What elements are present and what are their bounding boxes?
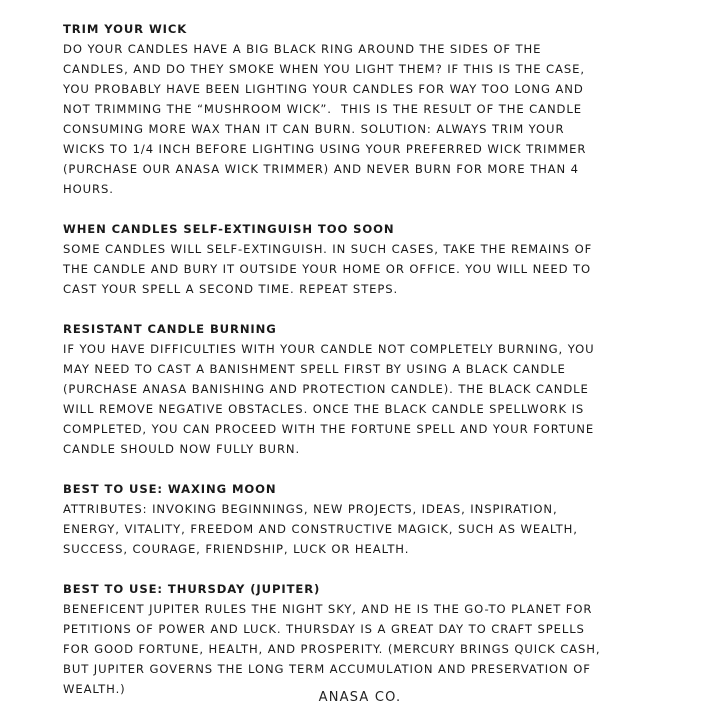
section-text-line: BUT JUPITER GOVERNS THE LONG TERM ACCUMULATION AND PRESERVATION OF: [63, 662, 591, 676]
section-resistant-burning: [63, 319, 663, 459]
section-text-line: SUCCESS, COURAGE, FRIENDSHIP, LUCK OR HEALTH.: [63, 542, 410, 556]
section-heading: WHEN CANDLES SELF-EXTINGUISH TOO SOON: [63, 222, 395, 236]
section-text-line: CANDLE SHOULD NOW FULLY BURN.: [63, 442, 301, 456]
section-text-line: SOME CANDLES WILL SELF-EXTINGUISH. IN SUCH CASES, TAKE THE REMAINS OF: [63, 242, 593, 256]
section-text-line: WEALTH.): [63, 682, 126, 696]
instructions-document: [63, 19, 663, 719]
section-text-line: ENERGY, VITALITY, FREEDOM AND CONSTRUCTIVE MAGICK, SUCH AS WEALTH,: [63, 522, 578, 536]
section-text-line: CANDLES, AND DO THEY SMOKE WHEN YOU LIGHT THEM? IF THIS IS THE CASE,: [63, 62, 585, 76]
section-text-line: PETITIONS OF POWER AND LUCK. THURSDAY IS A GREAT DAY TO CRAFT SPELLS: [63, 622, 585, 636]
section-text-line: IF YOU HAVE DIFFICULTIES WITH YOUR CANDLE NOT COMPLETELY BURNING, YOU: [63, 342, 595, 356]
section-trim-your-wick: [63, 19, 663, 199]
section-heading: BEST TO USE: WAXING MOON: [63, 482, 277, 496]
section-text-line: MAY NEED TO CAST A BANISHMENT SPELL FIRST BY USING A BLACK CANDLE: [63, 362, 566, 376]
section-text-line: CONSUMING MORE WAX THAN IT CAN BURN. SOLUTION: ALWAYS TRIM YOUR: [63, 122, 565, 136]
section-text-line: THE CANDLE AND BURY IT OUTSIDE YOUR HOME OR OFFICE. YOU WILL NEED TO: [63, 262, 592, 276]
section-text-line: HOURS.: [63, 182, 114, 196]
section-text-line: CAST YOUR SPELL A SECOND TIME. REPEAT STEPS.: [63, 282, 399, 296]
section-text-line: WICKS TO 1/4 INCH BEFORE LIGHTING USING YOUR PREFERRED WICK TRIMMER: [63, 142, 587, 156]
section-heading: TRIM YOUR WICK: [63, 22, 188, 36]
section-heading: BEST TO USE: THURSDAY (JUPITER): [63, 582, 321, 596]
section-waxing-moon: [63, 479, 663, 559]
section-text-line: NOT TRIMMING THE “MUSHROOM WICK”. THIS IS THE RESULT OF THE CANDLE: [63, 102, 582, 116]
section-text-line: YOU PROBABLY HAVE BEEN LIGHTING YOUR CANDLES FOR WAY TOO LONG AND: [63, 82, 584, 96]
section-text-line: COMPLETED, YOU CAN PROCEED WITH THE FORTUNE SPELL AND YOUR FORTUNE: [63, 422, 595, 436]
section-text-line: (PURCHASE ANASA BANISHING AND PROTECTION CANDLE). THE BLACK CANDLE: [63, 382, 589, 396]
section-text-line: (PURCHASE OUR ANASA WICK TRIMMER) AND NEVER BURN FOR MORE THAN 4: [63, 162, 579, 176]
section-text-line: FOR GOOD FORTUNE, HEALTH, AND PROSPERITY. (MERCURY BRINGS QUICK CASH,: [63, 642, 601, 656]
footer-brand: ANASA CO.: [318, 690, 402, 705]
section-text-line: WILL REMOVE NEGATIVE OBSTACLES. ONCE THE BLACK CANDLE SPELLWORK IS: [63, 402, 585, 416]
section-text-line: DO YOUR CANDLES HAVE A BIG BLACK RING AROUND THE SIDES OF THE: [63, 42, 542, 56]
section-text-line: ATTRIBUTES: INVOKING BEGINNINGS, NEW PROJECTS, IDEAS, INSPIRATION,: [63, 502, 558, 516]
section-thursday-jupiter: [63, 579, 663, 699]
section-text-line: BENEFICENT JUPITER RULES THE NIGHT SKY, AND HE IS THE GO-TO PLANET FOR: [63, 602, 593, 616]
section-self-extinguish: [63, 219, 663, 299]
section-heading: RESISTANT CANDLE BURNING: [63, 322, 277, 336]
